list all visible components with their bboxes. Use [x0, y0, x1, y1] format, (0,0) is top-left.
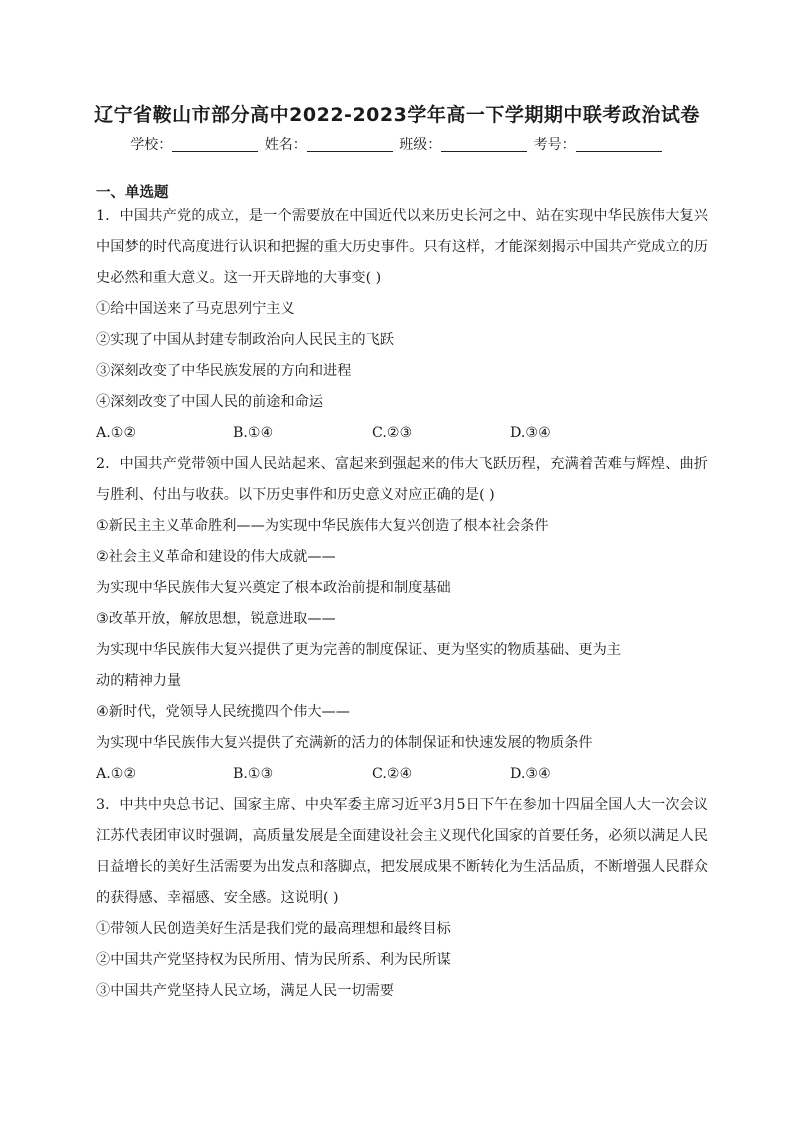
school-blank[interactable] [172, 137, 258, 152]
choice-a[interactable]: A.①② [96, 766, 137, 782]
question-2-item: ④新时代，党领导人民统揽四个伟大—— [96, 704, 350, 720]
questions-body [96, 201, 708, 1007]
question-2-item: 动的精神力量 [96, 673, 182, 689]
choice-a[interactable]: A.①② [96, 425, 137, 441]
class-blank[interactable] [441, 137, 527, 152]
choice-b[interactable]: B.①④ [233, 425, 274, 441]
question-2-item: ②社会主义革命和建设的伟大成就—— [96, 549, 336, 565]
question-1-stem: 1．中国共产党的成立，是一个需要放在中国近代以来历史长河之中、站在实现中华民族伟大复兴中国梦的时代高度进行认识和把握的重大历史事件。只有这样，才能深刻揭示中国共产党成立的历史必然和重大意义。这一开天辟地的大事变( ) [96, 208, 708, 286]
question-1-item: ③深刻改变了中华民族发展的方向和进程 [96, 363, 352, 379]
question-1-item: ②实现了中国从封建专制政治向人民民主的飞跃 [96, 332, 394, 348]
question-2-item: 为实现中华民族伟大复兴奠定了根本政治前提和制度基础 [96, 580, 451, 596]
choice-c[interactable]: C.②③ [372, 425, 413, 441]
question-2-stem: 2．中国共产党带领中国人民站起来、富起来到强起来的伟大飞跃历程，充满着苦难与辉煌、曲折与胜利、付出与收获。以下历史事件和历史意义对应正确的是( ) [96, 456, 708, 503]
name-label: 姓名： [264, 137, 307, 153]
class-label: 班级： [399, 137, 442, 153]
question-3-stem: 3．中共中央总书记、国家主席、中央军委主席习近平3月5日下午在参加十四届全国人大一次会议江苏代表团审议时强调，高质量发展是全面建设社会主义现代化国家的首要任务，必须以满足人民日益增长的美好生活需要为出发点和落脚点，把发展成果不断转化为生活品质，不断增强人民群众的获得感、幸福感、安全感。这说明( ) [96, 797, 708, 906]
exam-title: 辽宁省鞍山市部分高中2022-2023学年高一下学期期中联考政治试卷 [94, 104, 700, 126]
choice-d[interactable]: D.③④ [510, 425, 551, 441]
question-2-item: ①新民主主义革命胜利——为实现中华民族伟大复兴创造了根本社会条件 [96, 518, 549, 534]
section-title: 一、单选题 [96, 185, 169, 201]
name-blank[interactable] [307, 137, 393, 152]
question-2-choices [96, 759, 708, 790]
question-3-item: ②中国共产党坚持权为民所用、情为民所系、利为民所谋 [96, 952, 451, 968]
question-2-item: 为实现中华民族伟大复兴提供了充满新的活力的体制保证和快速发展的物质条件 [96, 735, 593, 751]
number-blank[interactable] [576, 137, 662, 152]
question-1-item: ④深刻改变了中国人民的前途和命运 [96, 394, 324, 410]
question-2-item: 为实现中华民族伟大复兴提供了更为完善的制度保证、更为坚实的物质基础、更为主 [96, 642, 621, 658]
school-label: 学校： [130, 137, 173, 153]
question-3-item: ③中国共产党坚持人民立场，满足人民一切需要 [96, 983, 394, 999]
question-3-item: ①带领人民创造美好生活是我们党的最高理想和最终目标 [96, 921, 451, 937]
choice-c[interactable]: C.②④ [372, 766, 413, 782]
choice-d[interactable]: D.③④ [510, 766, 551, 782]
question-1-choices [96, 418, 708, 449]
number-label: 考号： [533, 137, 576, 153]
question-1-item: ①给中国送来了马克思列宁主义 [96, 301, 295, 317]
student-info-row [0, 134, 794, 154]
choice-b[interactable]: B.①③ [233, 766, 274, 782]
question-2-item: ③改革开放，解放思想，锐意进取—— [96, 611, 336, 627]
